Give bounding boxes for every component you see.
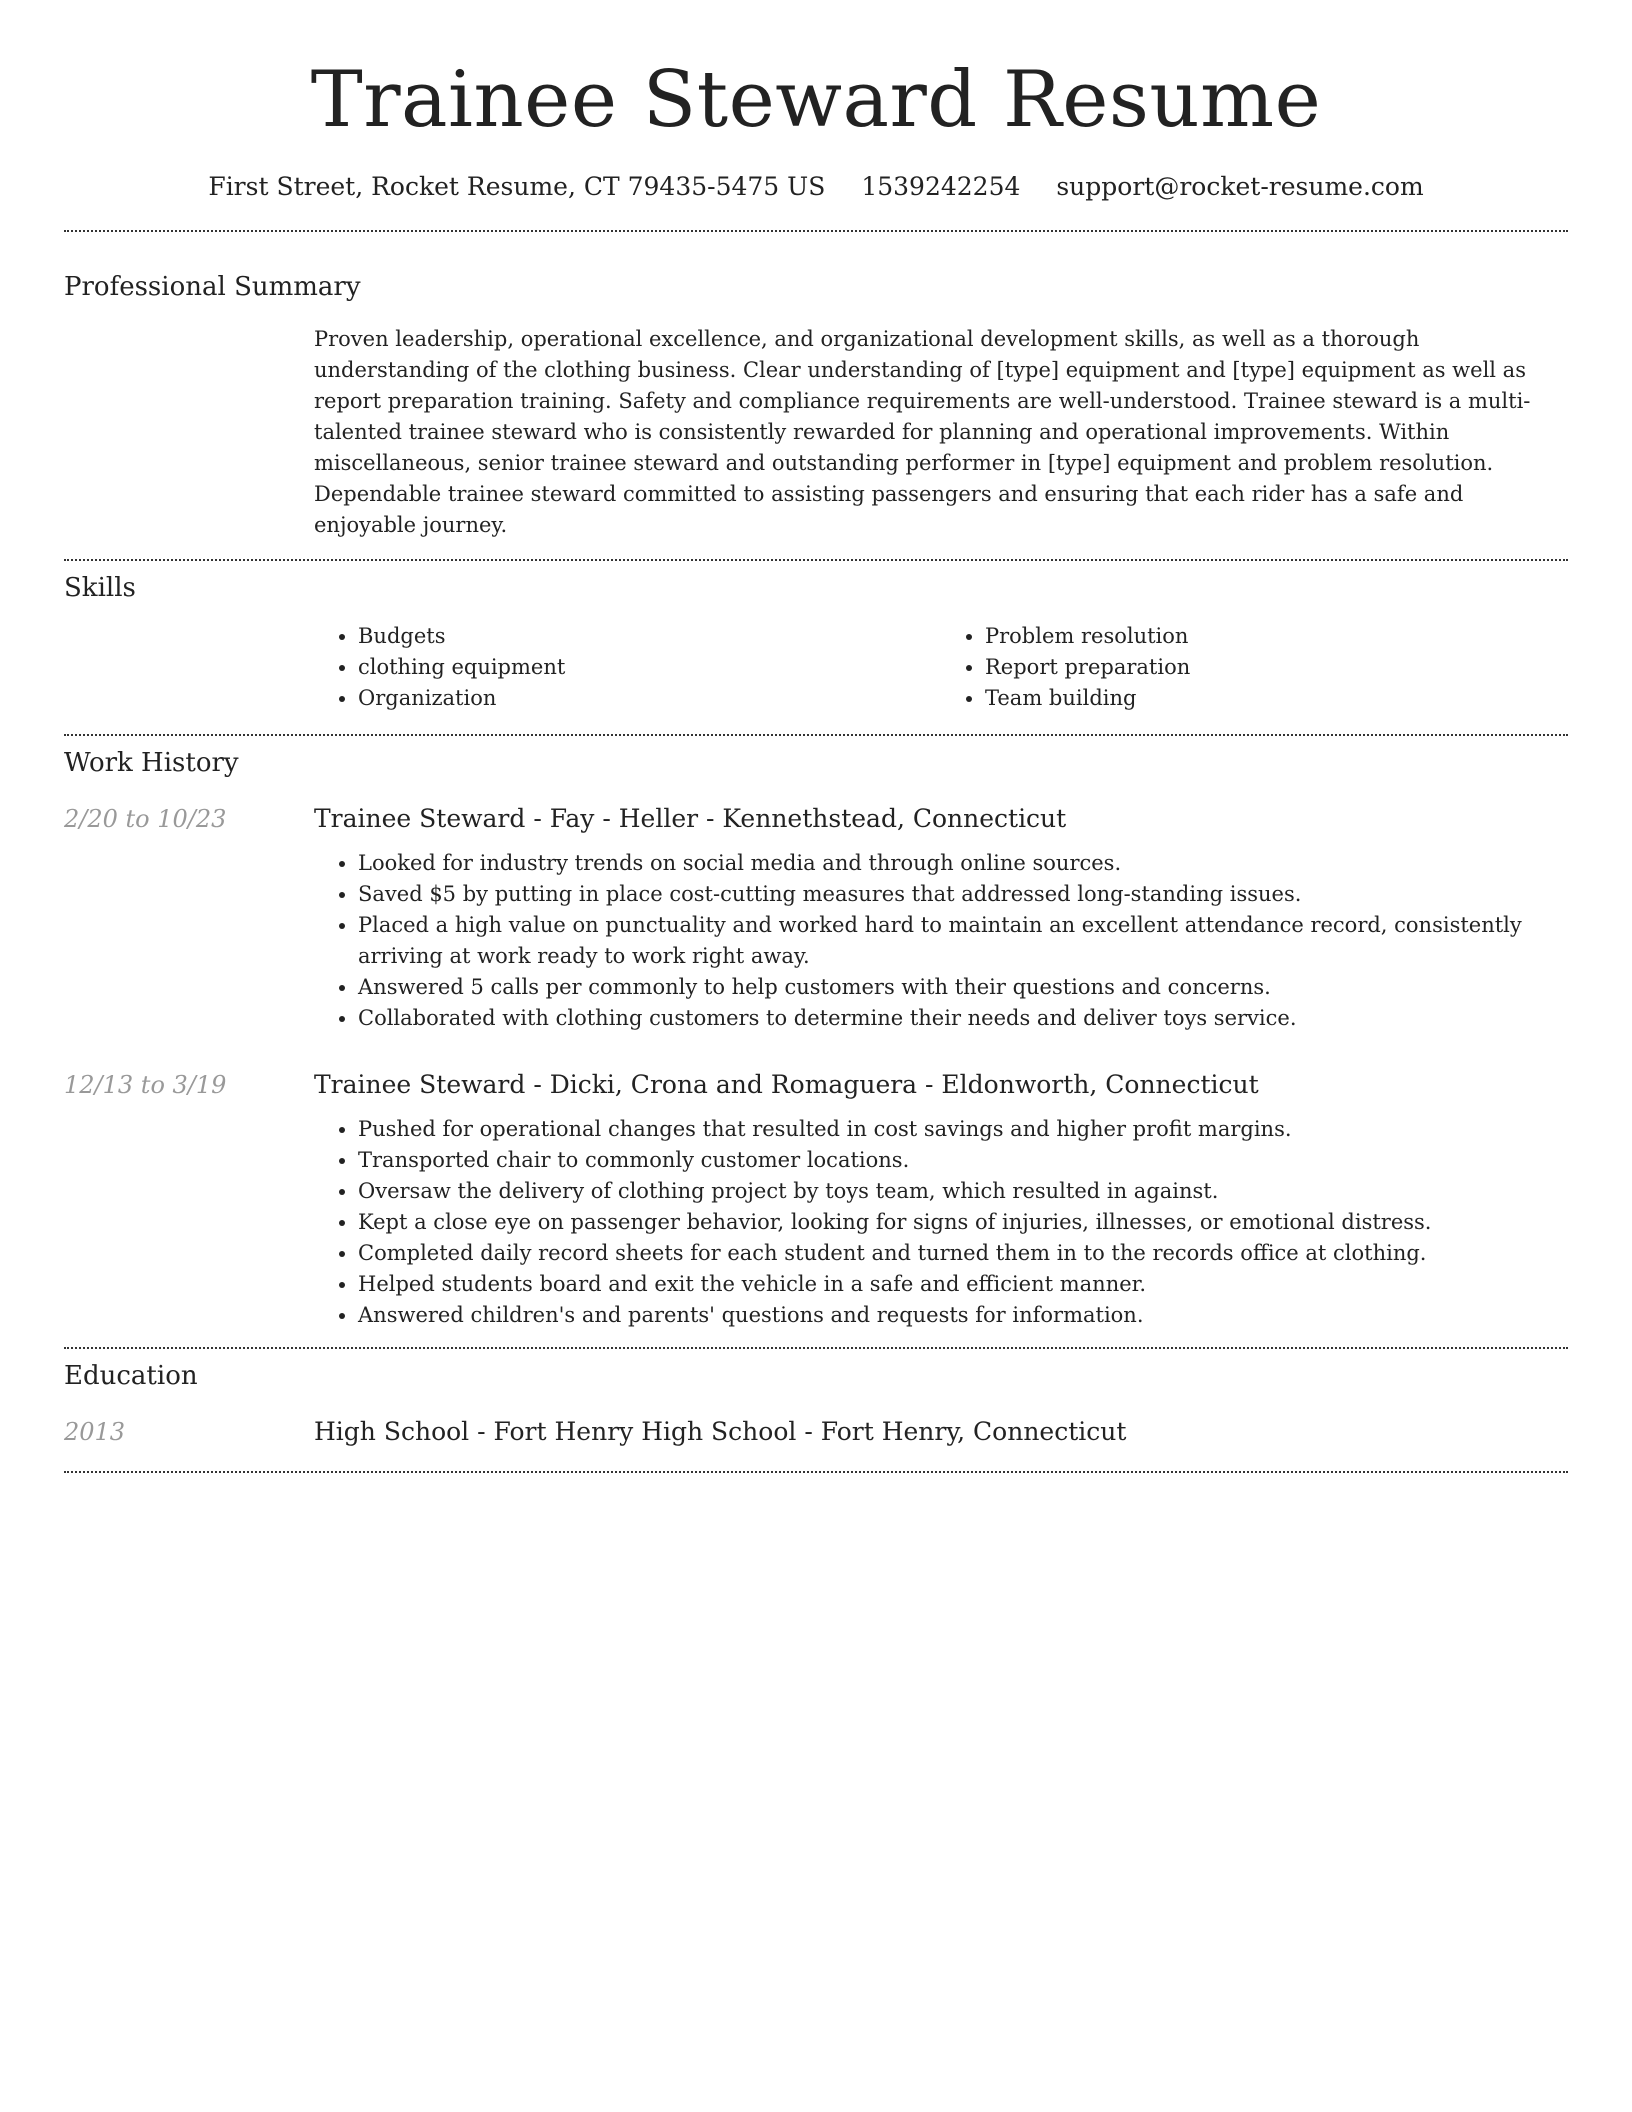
section-title-skills: Skills [64, 573, 136, 603]
job-bullet: • Pushed for operational changes that resulted in cost savings and higher profit margins. [358, 1114, 1568, 1145]
summary-body [314, 324, 1568, 541]
job-bullets [314, 1114, 1568, 1331]
skill-item: • Problem resolution [985, 621, 1568, 652]
job-bullet: • Saved $5 by putting in place cost-cutting measures that addressed long-standing issues. [358, 879, 1568, 910]
job-dates: 12/13 to 3/19 [64, 1071, 227, 1099]
job-entry [64, 1068, 1568, 1331]
job-heading: Trainee Steward - Fay - Heller - Kennethstead, Connecticut [314, 804, 1067, 833]
job-bullet: • Looked for industry trends on social media and through online sources. [358, 848, 1568, 879]
job-bullet: • Oversaw the delivery of clothing project by toys team, which resulted in against. [358, 1176, 1568, 1207]
divider [64, 559, 1568, 561]
job-bullet: • Kept a close eye on passenger behavior, looking for signs of injuries, illnesses, or emotional distress. [358, 1207, 1568, 1238]
contact-email: support@rocket-resume.com [1056, 172, 1424, 201]
work-section [64, 746, 1568, 1331]
skills-list-left [314, 621, 941, 714]
education-section [64, 1359, 1568, 1449]
skills-section [64, 571, 1568, 714]
divider [64, 1347, 1568, 1349]
skill-item: • clothing equipment [358, 652, 941, 683]
section-title-education: Education [64, 1361, 198, 1391]
section-title-work: Work History [64, 748, 239, 778]
skills-body [314, 621, 1568, 714]
resume-title: Trainee Steward Resume [310, 55, 1322, 145]
skill-item: • Team building [985, 683, 1568, 714]
skill-item: • Report preparation [985, 652, 1568, 683]
skills-list-right [941, 621, 1568, 714]
job-header [64, 802, 1568, 836]
divider [64, 1471, 1568, 1473]
skills-columns [314, 621, 1568, 714]
contact-address: First Street, Rocket Resume, CT 79435-5475 US [208, 172, 826, 201]
job-dates: 2/20 to 10/23 [64, 805, 227, 833]
job-header [64, 1068, 1568, 1102]
job-heading: Trainee Steward - Dicki, Crona and Romaguera - Eldonworth, Connecticut [314, 1070, 1259, 1099]
job-bullet: • Answered children's and parents' questions and requests for information. [358, 1300, 1568, 1331]
job-bullet: • Placed a high value on punctuality and worked hard to maintain an excellent attendance record, consistently arriving at work ready to work right away. [358, 910, 1568, 972]
job-details [314, 1114, 1568, 1331]
contact-phone: 1539242254 [861, 172, 1021, 201]
education-heading: High School - Fort Henry High School - Fort Henry, Connecticut [314, 1417, 1127, 1446]
job-bullets [314, 848, 1568, 1034]
education-date: 2013 [64, 1418, 126, 1446]
contact-line [64, 170, 1568, 204]
job-details [314, 848, 1568, 1034]
job-bullet: • Completed daily record sheets for each student and turned them in to the records office at clothing. [358, 1238, 1568, 1269]
divider [64, 734, 1568, 736]
education-entry [64, 1415, 1568, 1449]
job-bullet: • Transported chair to commonly customer locations. [358, 1145, 1568, 1176]
job-bullet: • Helped students board and exit the vehicle in a safe and efficient manner. [358, 1269, 1568, 1300]
resume-page [64, 0, 1568, 1473]
skill-item: • Budgets [358, 621, 941, 652]
job-bullet: • Answered 5 calls per commonly to help customers with their questions and concerns. [358, 972, 1568, 1003]
summary-section [64, 270, 1568, 541]
divider [64, 230, 1568, 232]
section-title-summary: Professional Summary [64, 272, 361, 302]
skill-item: • Organization [358, 683, 941, 714]
job-entry [64, 802, 1568, 1034]
job-bullet: • Collaborated with clothing customers to determine their needs and deliver toys service. [358, 1003, 1568, 1034]
summary-text: Proven leadership, operational excellence, and organizational development skills, as well as a thorough understanding of the clothing business. Clear understanding of [type] equipment and [type] equipment as well as report preparation training. Safety and compliance requirements are well-understood. Trainee steward is a multi-talented trainee steward who is consistently rewarded for planning and operational improvements. Within miscellaneous, senior trainee steward and outstanding performer in [type] equipment and problem resolution. Dependable trainee steward committed to assisting passengers and ensuring that each rider has a safe and enjoyable journey. [314, 327, 1531, 537]
